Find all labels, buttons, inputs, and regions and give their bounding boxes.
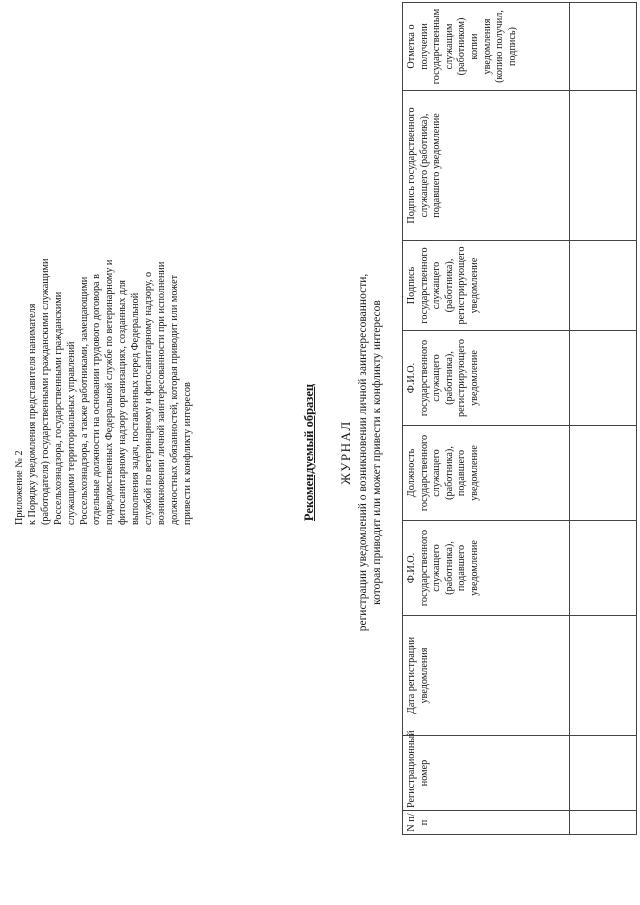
table-cell bbox=[570, 736, 637, 811]
column-header-copy-received: Отметка о получении государственным служащим (работником) копии уведомления (копию получил, подпись) bbox=[403, 3, 570, 91]
column-header-registrar-signature: Подпись государственного служащего (работника), регистрирующего уведомление bbox=[403, 241, 570, 331]
table-cell bbox=[570, 3, 637, 91]
column-header-submitter-position: Должность государственного служащего (работника), подавшего уведомление bbox=[403, 426, 570, 521]
journal-subtitle-line: регистрации уведомлений о возникновении личной заинтересованности, bbox=[357, 273, 369, 632]
journal-title: ЖУРНАЛ bbox=[338, 420, 353, 485]
appendix-heading: Приложение № 2 bbox=[14, 450, 25, 525]
table-cell bbox=[570, 521, 637, 616]
appendix-block bbox=[14, 63, 195, 525]
column-header-reg-number: Регистрационный номер bbox=[403, 736, 570, 811]
appendix-line: привести к конфликту интересов bbox=[181, 382, 193, 525]
appendix-line: должностных обязанностей, которая приводит или может bbox=[168, 274, 180, 525]
appendix-line: (работодателя) государственными гражданскими служащими bbox=[39, 258, 51, 525]
column-header-registrar-name: Ф.И.О. государственного служащего (работника), регистрирующего уведомление bbox=[403, 331, 570, 426]
appendix-line: возникновении личной заинтересованности при исполнении bbox=[155, 261, 167, 525]
table-cell bbox=[570, 616, 637, 736]
column-header-reg-date: Дата регистрации уведомления bbox=[403, 616, 570, 736]
table-cell bbox=[570, 331, 637, 426]
table-cell bbox=[570, 426, 637, 521]
journal-subtitle bbox=[356, 0, 384, 905]
column-header-submitter-signature: Подпись государственного служащего (работника), подавшего уведомление bbox=[403, 91, 570, 241]
column-header-submitter-name: Ф.И.О. государственного служащего (работника), подавшего уведомление bbox=[403, 521, 570, 616]
table-row bbox=[570, 3, 637, 835]
appendix-line: подведомственных Федеральной службе по ветеринарному и bbox=[104, 259, 116, 525]
appendix-line: служащими территориальных управлений bbox=[65, 341, 77, 525]
registration-journal-table bbox=[402, 2, 637, 835]
appendix-line: Россельхознадзора, государственными гражданскими bbox=[52, 291, 64, 525]
journal-subtitle-line: которая приводит или может привести к конфликту интересов bbox=[371, 300, 383, 605]
table-cell bbox=[570, 241, 637, 331]
recommended-sample-label: Рекомендуемый образец bbox=[302, 383, 316, 522]
appendix-line: к Порядку уведомления представителя нанимателя bbox=[26, 303, 38, 525]
appendix-line: службой по ветеринарному и фитосанитарному надзору, о bbox=[143, 271, 155, 525]
appendix-line: выполнения задач, поставленных перед Федеральной bbox=[130, 292, 142, 525]
appendix-line: фитосанитарному надзору организациях, созданных для bbox=[117, 280, 129, 525]
table-header-row bbox=[403, 3, 570, 835]
appendix-line: отдельные должности на основании трудового договора в bbox=[91, 274, 103, 525]
column-header-number: N п/п bbox=[403, 811, 570, 835]
appendix-line: Россельхознадзора, а также работниками, замещающими bbox=[78, 276, 90, 525]
table-cell bbox=[570, 811, 637, 835]
table-cell bbox=[570, 91, 637, 241]
